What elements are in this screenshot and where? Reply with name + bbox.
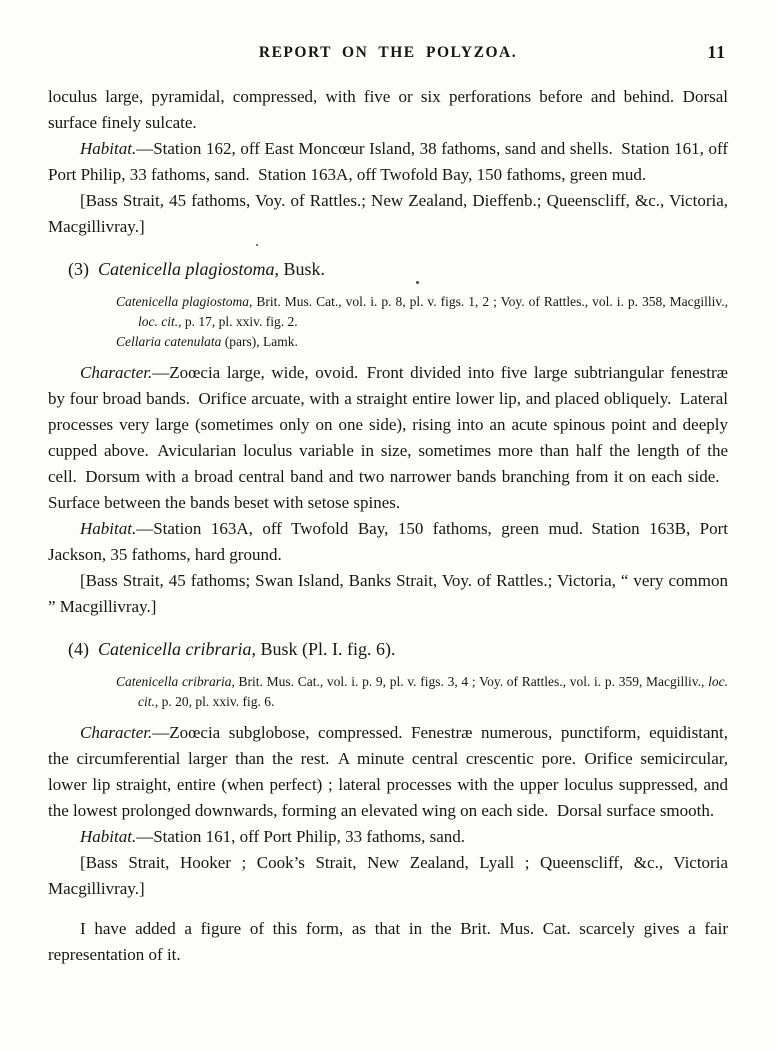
synonym-reference: , Brit. Mus. Cat., vol. i. p. 8, pl. v. figs. 1, 2 ; Voy. of Rattles., vol. i. p. 358, Macgilliv., — [248, 294, 728, 309]
character-paragraph-4 — [48, 720, 728, 824]
character-paragraph-3 — [48, 360, 728, 516]
species-author: , Busk. — [274, 259, 325, 279]
bracket-note-3 — [48, 568, 728, 620]
bracket-note-top — [48, 188, 728, 240]
closing-paragraph — [48, 916, 728, 968]
page-body — [48, 84, 728, 968]
character-text: —Zoœcia subglobose, compressed. Fenestræ numerous, punctiform, equidistant, the circumferential larger than the rest. A minute central crescentic pore. Orifice semicircular, lower lip straight, entire (when perfect) ; lateral processes with the upper loculus suppressed, and the lowest prolonged downwards, forming an elevated wing on each side. Dorsal surface smooth. — [48, 723, 728, 820]
species-number: (3) — [68, 259, 89, 279]
bracket-text: [Bass Strait, Hooker ; Cook’s Strait, New Zealand, Lyall ; Queenscliff, &c., Victoria Macgillivray.] — [48, 853, 728, 898]
species-number: (4) — [68, 639, 89, 659]
species-author: , Busk (Pl. I. fig. 6). — [251, 639, 396, 659]
species-section-3 — [48, 256, 728, 620]
synonymy-entry — [48, 292, 728, 332]
species-name: Catenicella plagiostoma — [98, 259, 275, 279]
synonym-reference: (pars), Lamk. — [221, 334, 298, 349]
species-name: Catenicella cribraria — [98, 639, 252, 659]
closing-text: I have added a figure of this form, as that in the Brit. Mus. Cat. scarcely gives a fair representation of it. — [48, 919, 728, 964]
habitat-text: —Station 162, off East Moncœur Island, 38 fathoms, sand and shells. Station 161, off Port Philip, 33 fathoms, sand. Station 163A, off Twofold Bay, 150 fathoms, green mud. — [48, 139, 728, 184]
character-label: Character. — [80, 723, 153, 742]
habitat-text: —Station 161, off Port Philip, 33 fathoms, sand. — [136, 827, 466, 846]
habitat-label: Habitat. — [80, 139, 137, 158]
character-text: —Zoœcia large, wide, ovoid. Front divided into five large subtriangular fenestræ by four broad bands. Orifice arcuate, with a straight entire lower lip, and placed obliquely. Lateral processes very large (sometimes only on one side), rising into an acute spinous point and deeply cupped above. Avicularian loculus variable in size, sometimes more than half the length of the cell. Dorsum with a broad central band and two narrower bands branching from it on each side. Surface between the bands beset with setose spines. — [48, 363, 728, 512]
page-number: 11 — [707, 42, 726, 62]
species-heading-3 — [68, 256, 728, 282]
bracket-text: [Bass Strait, 45 fathoms, Voy. of Rattles.; New Zealand, Dieffenb.; Queenscliff, &c., Victoria, Macgillivray.] — [48, 191, 728, 236]
synonymy-block-3 — [48, 292, 728, 352]
continuation-paragraph — [48, 84, 728, 136]
synonym-name: Catenicella cribraria — [116, 674, 232, 689]
synonym-name: Catenicella plagiostoma — [116, 294, 249, 309]
habitat-paragraph-top — [48, 136, 728, 188]
scan-speck — [416, 281, 419, 284]
synonymy-entry — [48, 672, 728, 712]
synonym-reference: , p. 17, pl. xxiv. fig. 2. — [178, 314, 298, 329]
bracket-note-4 — [48, 850, 728, 902]
habitat-label: Habitat. — [80, 827, 137, 846]
synonymy-entry — [48, 332, 728, 352]
habitat-paragraph-4 — [48, 824, 728, 850]
habitat-label: Habitat. — [80, 519, 137, 538]
synonym-reference: , p. 20, pl. xxiv. fig. 6. — [154, 694, 275, 709]
synonym-name: Cellaria catenulata — [116, 334, 222, 349]
habitat-text: —Station 163A, off Twofold Bay, 150 fathoms, green mud. Station 163B, Port Jackson, 35 fathoms, hard ground. — [48, 519, 728, 564]
scan-speck — [256, 244, 258, 246]
synonym-reference: , Brit. Mus. Cat., vol. i. p. 9, pl. v. figs. 3, 4 ; Voy. of Rattles., vol. i. p. 359, Macgilliv., — [231, 674, 709, 689]
species-heading-4 — [68, 636, 728, 662]
loc-cit: loc. cit. — [138, 674, 728, 709]
habitat-paragraph-3 — [48, 516, 728, 568]
page-header — [48, 44, 728, 64]
running-title: REPORT ON THE POLYZOA. — [258, 44, 518, 61]
character-label: Character. — [80, 363, 153, 382]
continuation-text: loculus large, pyramidal, compressed, with five or six perforations before and behind. Dorsal surface finely sulcate. — [48, 87, 728, 132]
loc-cit: loc. cit. — [138, 314, 179, 329]
species-section-4 — [48, 636, 728, 902]
synonymy-block-4 — [48, 672, 728, 712]
bracket-text: [Bass Strait, 45 fathoms; Swan Island, Banks Strait, Voy. of Rattles.; Victoria, “ very common ” Macgillivray.] — [48, 571, 728, 616]
